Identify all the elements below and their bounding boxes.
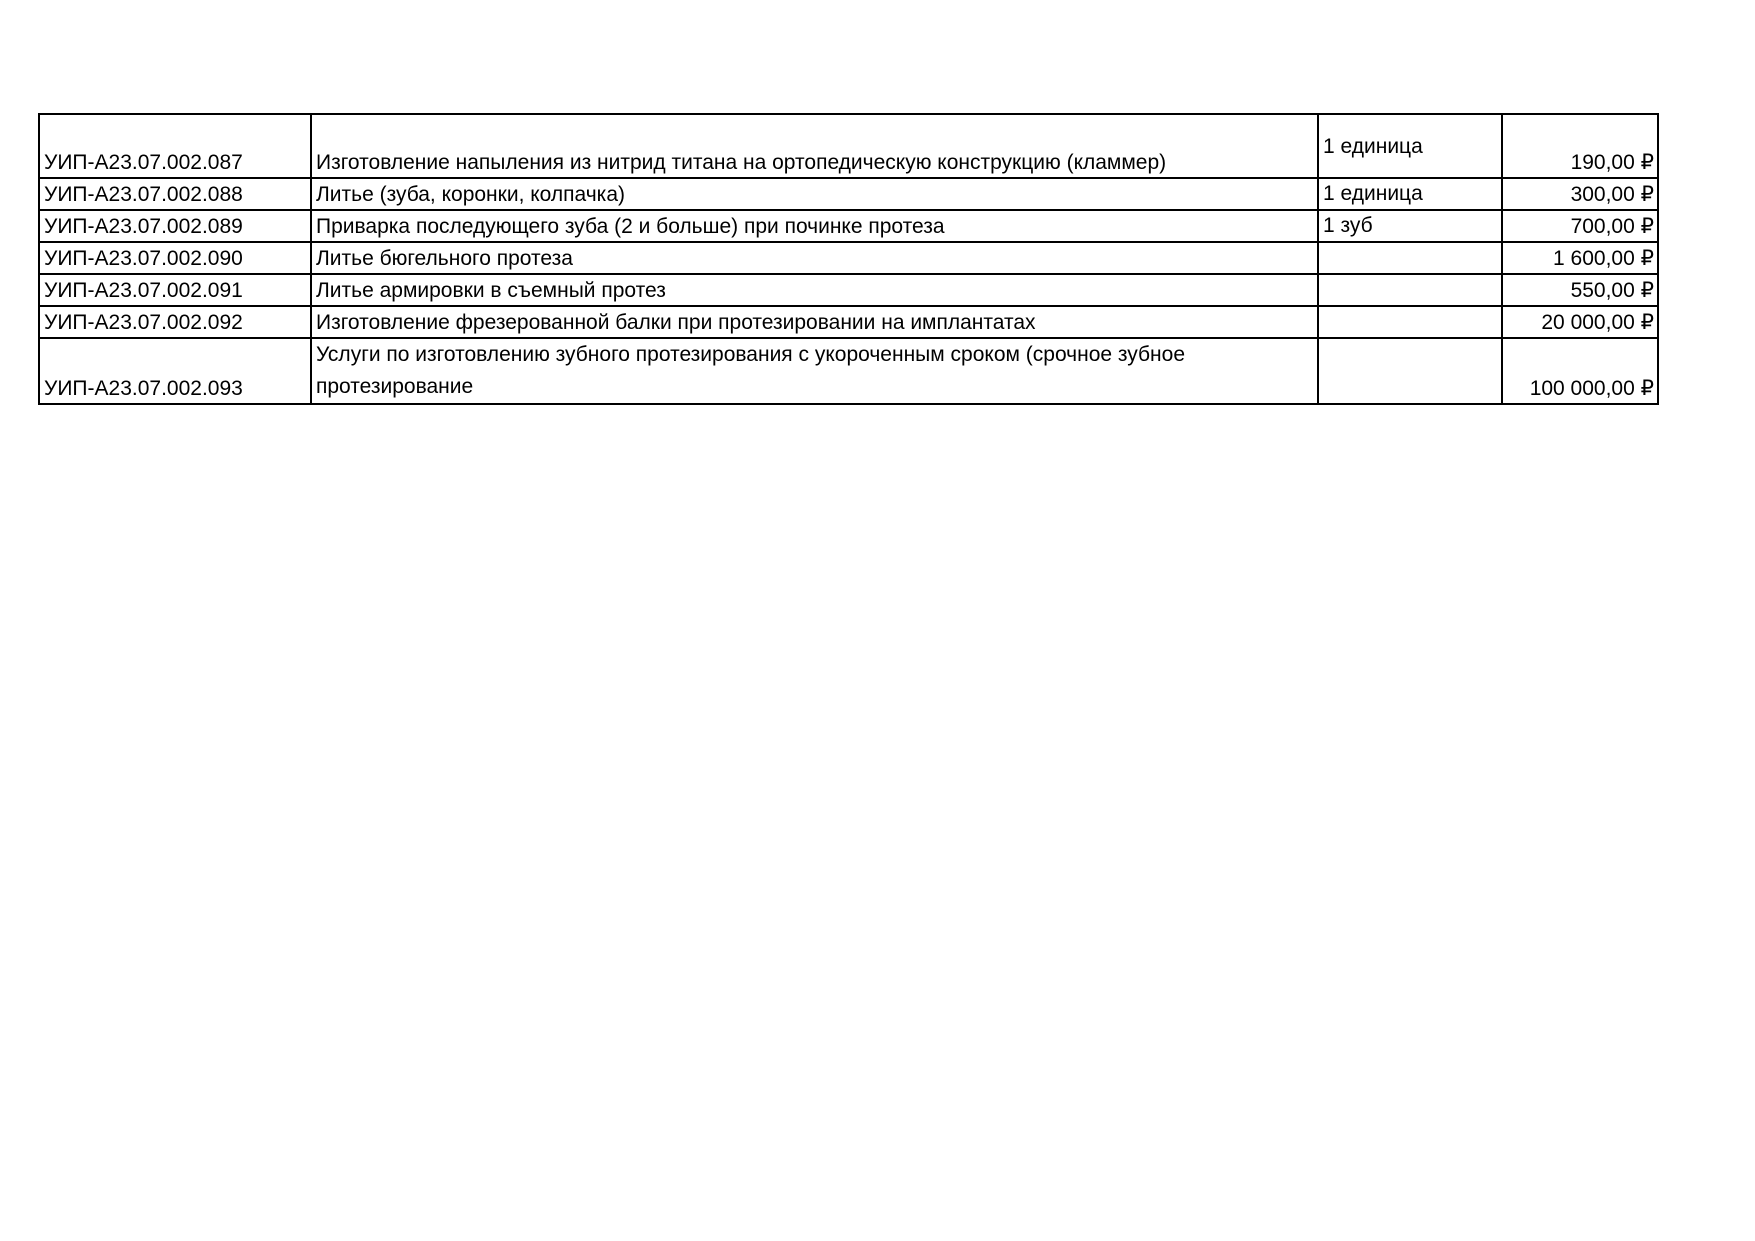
service-unit [1318, 242, 1502, 274]
service-name: Услуги по изготовлению зубного протезирования с укороченным сроком (срочное зубное протезирование [311, 338, 1318, 404]
service-code: УИП-А23.07.002.093 [39, 338, 311, 404]
service-name: Изготовление напыления из нитрид титана на ортопедическую конструкцию (кламмер) [311, 114, 1318, 178]
table-row [39, 242, 1658, 274]
table-row [39, 338, 1658, 404]
service-name: Литье бюгельного протеза [311, 242, 1318, 274]
service-unit: 1 единица [1318, 178, 1502, 210]
service-name: Литье (зуба, коронки, колпачка) [311, 178, 1318, 210]
service-price: 100 000,00 ₽ [1502, 338, 1658, 404]
service-code: УИП-А23.07.002.092 [39, 306, 311, 338]
service-code: УИП-А23.07.002.091 [39, 274, 311, 306]
service-code: УИП-А23.07.002.088 [39, 178, 311, 210]
service-code: УИП-А23.07.002.090 [39, 242, 311, 274]
service-price: 550,00 ₽ [1502, 274, 1658, 306]
service-unit [1318, 274, 1502, 306]
service-unit [1318, 306, 1502, 338]
table-row [39, 210, 1658, 242]
service-price: 700,00 ₽ [1502, 210, 1658, 242]
service-price: 1 600,00 ₽ [1502, 242, 1658, 274]
service-name: Изготовление фрезерованной балки при протезировании на имплантатах [311, 306, 1318, 338]
service-name: Приварка последующего зуба (2 и больше) при починке протеза [311, 210, 1318, 242]
table-row [39, 114, 1658, 178]
service-unit: 1 единица [1318, 114, 1502, 178]
service-price: 190,00 ₽ [1502, 114, 1658, 178]
table-row [39, 274, 1658, 306]
service-code: УИП-А23.07.002.089 [39, 210, 311, 242]
service-unit [1318, 338, 1502, 404]
table-row [39, 306, 1658, 338]
table-row [39, 178, 1658, 210]
service-price: 300,00 ₽ [1502, 178, 1658, 210]
service-unit: 1 зуб [1318, 210, 1502, 242]
service-price: 20 000,00 ₽ [1502, 306, 1658, 338]
price-table [38, 113, 1659, 405]
service-name: Литье армировки в съемный протез [311, 274, 1318, 306]
service-code: УИП-А23.07.002.087 [39, 114, 311, 178]
